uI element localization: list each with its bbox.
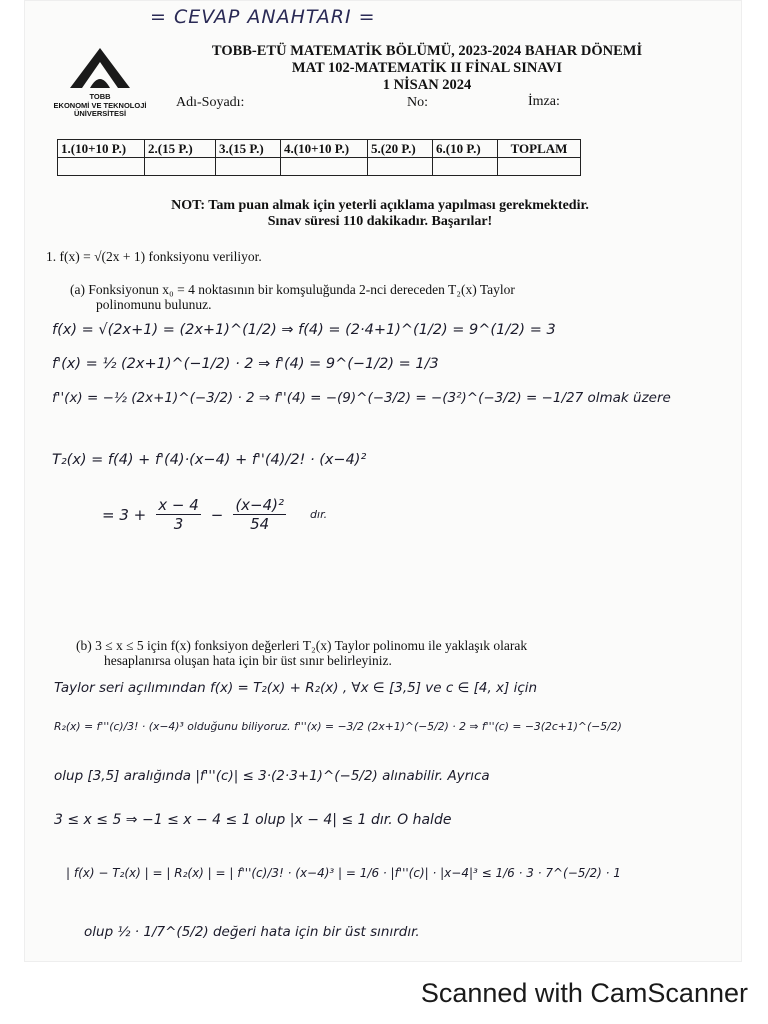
result-suffix: dır. bbox=[310, 508, 328, 521]
answer-a-line2: f'(x) = ½ (2x+1)^(−1/2) · 2 ⇒ f'(4) = 9^(−1/2) = 1/3 bbox=[52, 356, 439, 372]
score-cell bbox=[368, 158, 433, 176]
logo-line3: ÜNİVERSİTESİ bbox=[73, 109, 127, 118]
question-1b-line2: hesaplanırsa oluşan hata için bir üst sınır belirleyiniz. bbox=[104, 653, 392, 668]
question-1-stem: 1. f(x) = √(2x + 1) fonksiyonu veriliyor. bbox=[46, 249, 262, 264]
score-cell bbox=[498, 158, 581, 176]
score-cell bbox=[145, 158, 216, 176]
note-line2: Sınav süresi 110 dakikadır. Başarılar! bbox=[267, 214, 493, 229]
signature-field-label: İmza: bbox=[528, 94, 560, 109]
result-quadratic-term bbox=[233, 496, 286, 533]
question-1a-line1: (a) Fonksiyonun x₀ = 4 noktasının bir komşuluğunda 2-nci dereceden T₂(x) Taylor bbox=[70, 282, 515, 297]
header-date: 1 NİSAN 2024 bbox=[382, 77, 472, 93]
linear-denominator: 3 bbox=[173, 515, 184, 533]
tobb-logo-icon bbox=[40, 44, 160, 88]
exam-header bbox=[190, 43, 664, 94]
score-table-header-row bbox=[58, 140, 581, 158]
score-header-q1: 1.(10+10 P.) bbox=[58, 140, 145, 158]
header-department: TOBB-ETÜ MATEMATİK BÖLÜMÜ, 2023-2024 BAHAR DÖNEMİ bbox=[211, 43, 643, 59]
logo-line1: TOBB bbox=[89, 92, 111, 101]
answer-b-line4: 3 ≤ x ≤ 5 ⇒ −1 ≤ x − 4 ≤ 1 olup |x − 4| ≤ 1 dır. O halde bbox=[54, 812, 452, 828]
score-header-q2: 2.(15 P.) bbox=[145, 140, 216, 158]
quadratic-denominator: 54 bbox=[250, 515, 270, 533]
answer-a-line3: f''(x) = −½ (2x+1)^(−3/2) · 2 ⇒ f''(4) = −(9)^(−3/2) = −(3²)^(−3/2) = −1/27 olmak üzere bbox=[52, 390, 671, 406]
score-cell bbox=[281, 158, 368, 176]
answer-b-line2: R₂(x) = f'''(c)/3! · (x−4)³ olduğunu biliyoruz. f'''(x) = −3/2 (2x+1)^(−5/2) · 2 ⇒ f'''(c) = −3(2c+1)^(−5/2) bbox=[54, 720, 622, 733]
answer-b-error-bound: | f(x) − T₂(x) | = | R₂(x) | = | f'''(c)/3! · (x−4)³ | = 1/6 · |f'''(c)| · |x−4|³ ≤ 1/6 · 3 · 7^(−5/2) · 1 bbox=[66, 866, 621, 880]
score-header-q5: 5.(20 P.) bbox=[368, 140, 433, 158]
number-field-label: No: bbox=[407, 95, 428, 110]
score-table-empty-row bbox=[58, 158, 581, 176]
handwritten-title: = CEVAP ANAHTARI = bbox=[150, 6, 376, 28]
answer-a-result bbox=[102, 496, 327, 533]
score-header-q3: 3.(15 P.) bbox=[216, 140, 281, 158]
result-constant: = 3 + bbox=[102, 505, 147, 524]
answer-b-line3: olup [3,5] aralığında |f'''(c)| ≤ 3·(2·3+1)^(−5/2) alınabilir. Ayrıca bbox=[54, 768, 490, 784]
result-linear-term bbox=[156, 496, 201, 533]
answer-b-line1: Taylor seri açılımından f(x) = T₂(x) + R₂(x) , ∀x ∈ [3,5] ve c ∈ [4, x] için bbox=[54, 680, 538, 696]
score-cell bbox=[58, 158, 145, 176]
score-cell bbox=[216, 158, 281, 176]
note-line1: NOT: Tam puan almak için yeterli açıklama yapılması gerekmektedir. bbox=[171, 198, 589, 213]
result-minus: − bbox=[210, 505, 224, 524]
score-cell bbox=[433, 158, 498, 176]
university-logo bbox=[40, 44, 160, 120]
scanner-watermark: Scanned with CamScanner bbox=[420, 978, 748, 1008]
answer-a-line1: f(x) = √(2x+1) = (2x+1)^(1/2) ⇒ f(4) = (2·4+1)^(1/2) = 9^(1/2) = 3 bbox=[52, 322, 556, 338]
score-table bbox=[57, 139, 581, 176]
question-1b-line1: (b) 3 ≤ x ≤ 5 için f(x) fonksiyon değerleri T₂(x) Taylor polinomu ile yaklaşık olarak bbox=[76, 638, 528, 653]
exam-note bbox=[80, 198, 680, 230]
question-1a-line2: polinomunu bulunuz. bbox=[96, 297, 212, 312]
score-header-q6: 6.(10 P.) bbox=[433, 140, 498, 158]
linear-numerator: x − 4 bbox=[158, 496, 199, 514]
name-field-label: Adı-Soyadı: bbox=[176, 95, 245, 110]
header-course: MAT 102-MATEMATİK II FİNAL SINAVI bbox=[291, 60, 563, 76]
logo-line2: EKONOMİ VE TEKNOLOJİ bbox=[53, 100, 147, 110]
answer-b-conclusion: olup ½ · 1/7^(5/2) değeri hata için bir üst sınırdır. bbox=[84, 924, 420, 940]
score-header-q4: 4.(10+10 P.) bbox=[281, 140, 368, 158]
score-header-total: TOPLAM bbox=[498, 140, 581, 158]
quadratic-numerator: (x−4)² bbox=[235, 496, 285, 514]
answer-a-taylor-formula: T₂(x) = f(4) + f'(4)·(x−4) + f''(4)/2! · (x−4)² bbox=[52, 452, 367, 468]
